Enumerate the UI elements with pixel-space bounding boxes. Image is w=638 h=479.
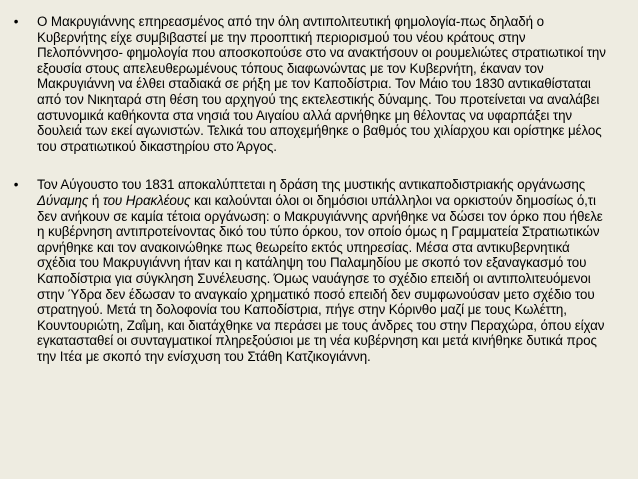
bullet-icon: • [13, 177, 19, 193]
bullet-text-segment: Τον Αύγουστο του 1831 αποκαλύπτεται η δράση της μυστικής αντικαποδιστριακής οργάνωσης [37, 177, 586, 193]
organization-name-italic: του Ηρακλέους [102, 192, 191, 208]
bullet-icon: • [13, 14, 19, 29]
bullet-text-1 [37, 14, 610, 154]
bullet-text-segment: ή [88, 192, 103, 208]
bullet-text-segment: Ο Μακρυγιάννης επηρεασμένος από την όλη αντιπολιτευτική φημολογία-πως δηλαδή ο Κυβερνήτης είχε συμβιβαστεί με την προοπτική περιορισμού του νέου κράτους στην Πελοπόννησο- φημολογία που αποσκοπούσε στο να ανακτήσουν οι ρουμελιώτες στρατιωτικοί την εξουσία στους απελευθερωμένους τόπους διαφωνώντας με τον Κυβερνήτη, έκαναν τον Μακρυγιάννη να έλθει σταδιακά σε ρήξη με τον Καποδίστρια. Τον Μάιο του 1830 αντικαθίσταται από τον Νικηταρά στη θέση του αρχηγού της εκτελεστικής δύναμης. Του προτείνεται να αναλάβει αστυνομικά καθήκοντα στα νησιά του Αιγαίου αλλά αρνήθηκε μη θέλοντας να υφαρπάξει την δουλειά των εκεί αγωνιστών. Τελικά του αποχεμήθηκε ο βαθμός του χιλίαρχου και ορίστηκε μέλος του στρατιωτικού δικαστηρίου στο Άργος. [37, 14, 606, 154]
organization-name-italic: Δύναμης [37, 192, 89, 208]
bullet-text-2 [37, 177, 610, 364]
bullet-item-1 [10, 14, 610, 154]
bullet-list [10, 14, 610, 364]
bullet-item-2 [10, 177, 610, 364]
bullet-text-segment: και καλούνται όλοι οι δημόσιοι υπάλληλοι να ορκιστούν δημοσίως ό,τι δεν ανήκουν σε καμία τέτοια οργάνωση: ο Μακρυγιάννης αρνήθηκε να δώσει τον όρκο που ήθελε η κυβέρνηση αντιπροτείνοντας δικό του τύπο όρκου, τον οποίο όμως η Γραμματεία Στρατιωτικών αρνήθηκε και τον ανακοινώθηκε πως θεωρείτο εκτός υπηρεσίας. Μέσα στα αντικυβερνητικά σχέδια του Μακρυγιάννη ήταν και η κατάληψη του Παλαμηδίου με σκοπό τον εξαναγκασμό του Καποδίστρια για σύγκληση Συνέλευσης. Όμως ναυάγησε το σχέδιο επειδή οι αντιπολιτευόμενοι στην Ύδρα δεν έδωσαν το αναγκαίο χρηματικό ποσό επειδή δεν συμφωνούσαν μετο σχέδιο του στρατηγού. Μετά τη δολοφονία του Καποδίστρια, πήγε στην Κόρινθο μαζί με τους Κωλέττη, Κουντουριώτη, Ζαΐμη, και διατάχθηκε να περάσει με τους άνδρες του στην Περαχώρα, όπου είχαν εγκατασταθεί οι συνταγματικοί πληρεξούσιοι με τη νέα κυβέρνηση και μετά κινήθηκε δυτικά προς την Ιτέα με σκοπό την ενίσχυση του Στάθη Κατζικογιάννη. [37, 192, 605, 364]
